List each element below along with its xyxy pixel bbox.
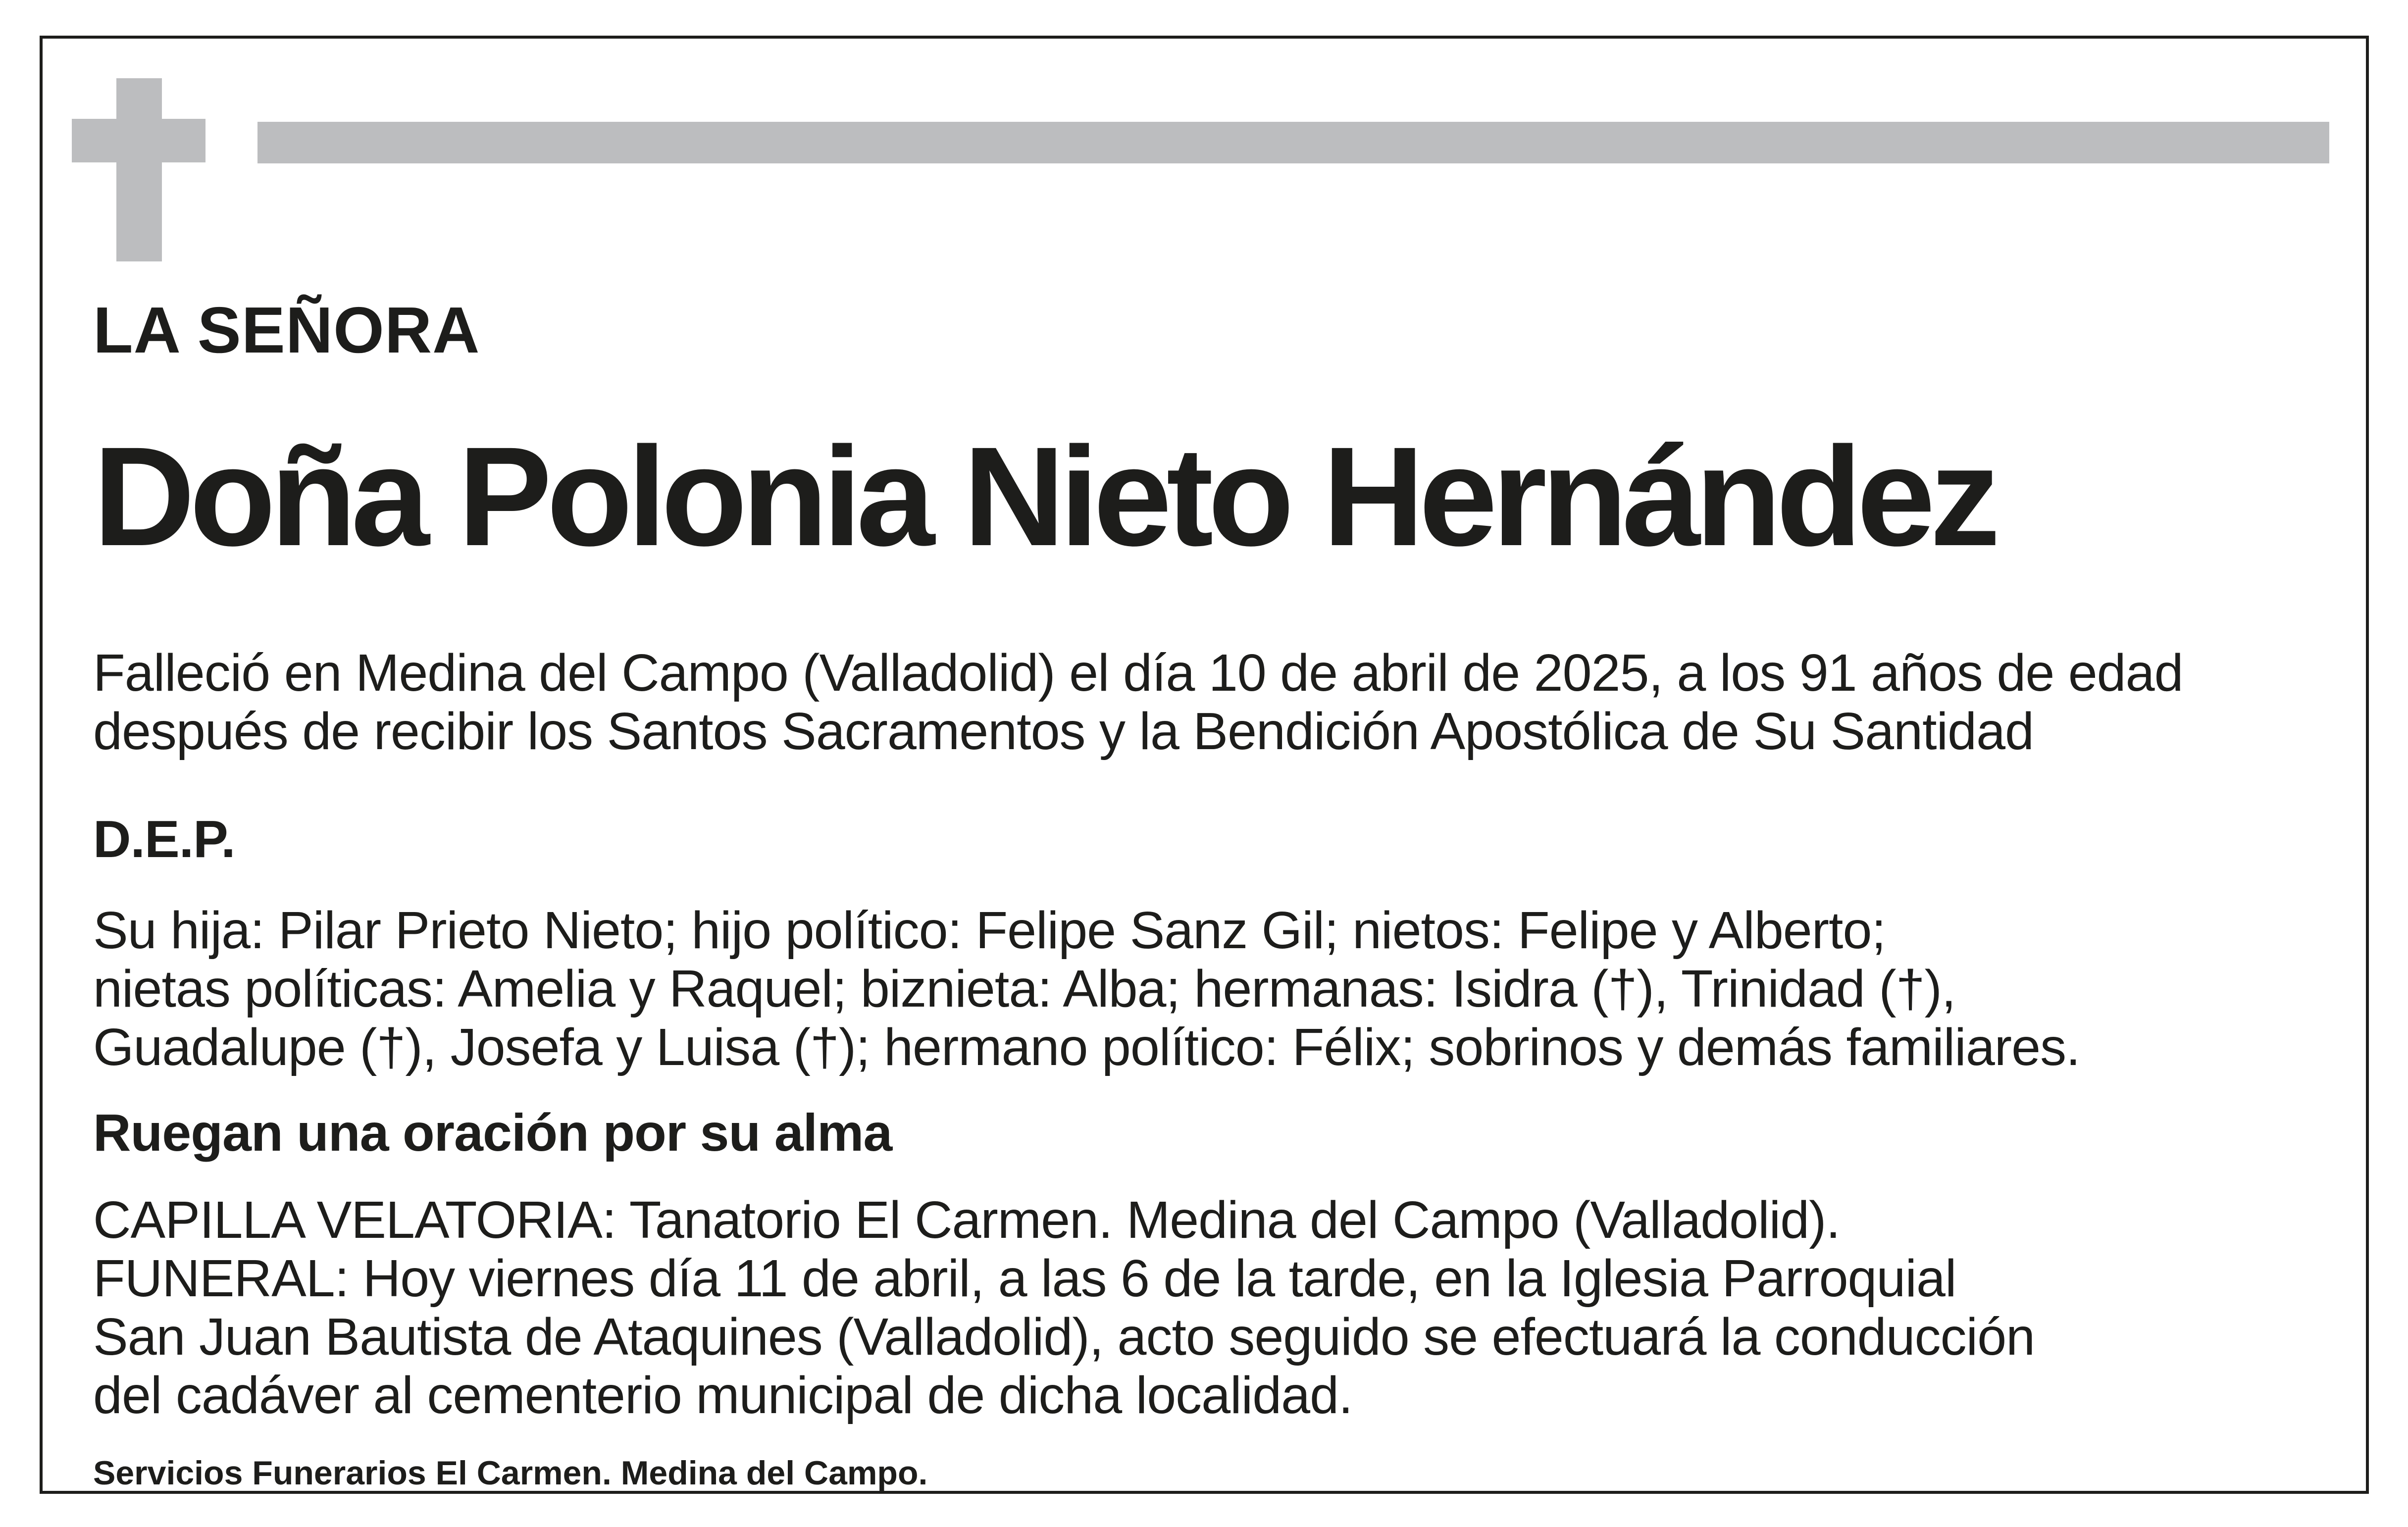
service-line: FUNERAL: Hoy viernes día 11 de abril, a las 6 de la tarde, en la Iglesia Parroquial <box>93 1249 1956 1308</box>
family-line: Su hija: Pilar Prieto Nieto; hijo político: Felipe Sanz Gil; nietos: Felipe y Alberto; <box>93 901 1886 960</box>
family-line: Guadalupe (†), Josefa y Luisa (†); hermano político: Félix; sobrinos y demás familiares. <box>93 1018 2080 1076</box>
prayer-request: Ruegan una oración por su alma <box>93 1104 892 1162</box>
service-line: San Juan Bautista de Ataquines (Valladolid), acto seguido se efectuará la conducción <box>93 1308 2035 1366</box>
funeral-home-credit: Servicios Funerarios El Carmen. Medina del Campo. <box>93 1454 928 1492</box>
death-announcement <box>93 644 2183 761</box>
service-details <box>93 1191 2035 1425</box>
death-line: Falleció en Medina del Campo (Valladolid) el día 10 de abril de 2025, a los 91 años de edad <box>93 644 2183 702</box>
service-line: CAPILLA VELATORIA: Tanatorio El Carmen. Medina del Campo (Valladolid). <box>93 1191 1840 1249</box>
family-line: nietas políticas: Amelia y Raquel; biznieta: Alba; hermanas: Isidra (†), Trinidad (†), <box>93 960 1956 1018</box>
family-list <box>93 901 2080 1076</box>
honorific-heading: LA SEÑORA <box>93 294 480 366</box>
header-divider-bar <box>257 122 2329 163</box>
cross-vertical-beam <box>116 78 162 261</box>
service-line: del cadáver al cementerio municipal de dicha localidad. <box>93 1366 1353 1425</box>
dep-label: D.E.P. <box>93 810 235 868</box>
deceased-name: Doña Polonia Nieto Hernández <box>93 418 1995 575</box>
death-line: después de recibir los Santos Sacramentos y la Bendición Apostólica de Su Santidad <box>93 702 2034 761</box>
cross-horizontal-beam <box>72 119 205 162</box>
